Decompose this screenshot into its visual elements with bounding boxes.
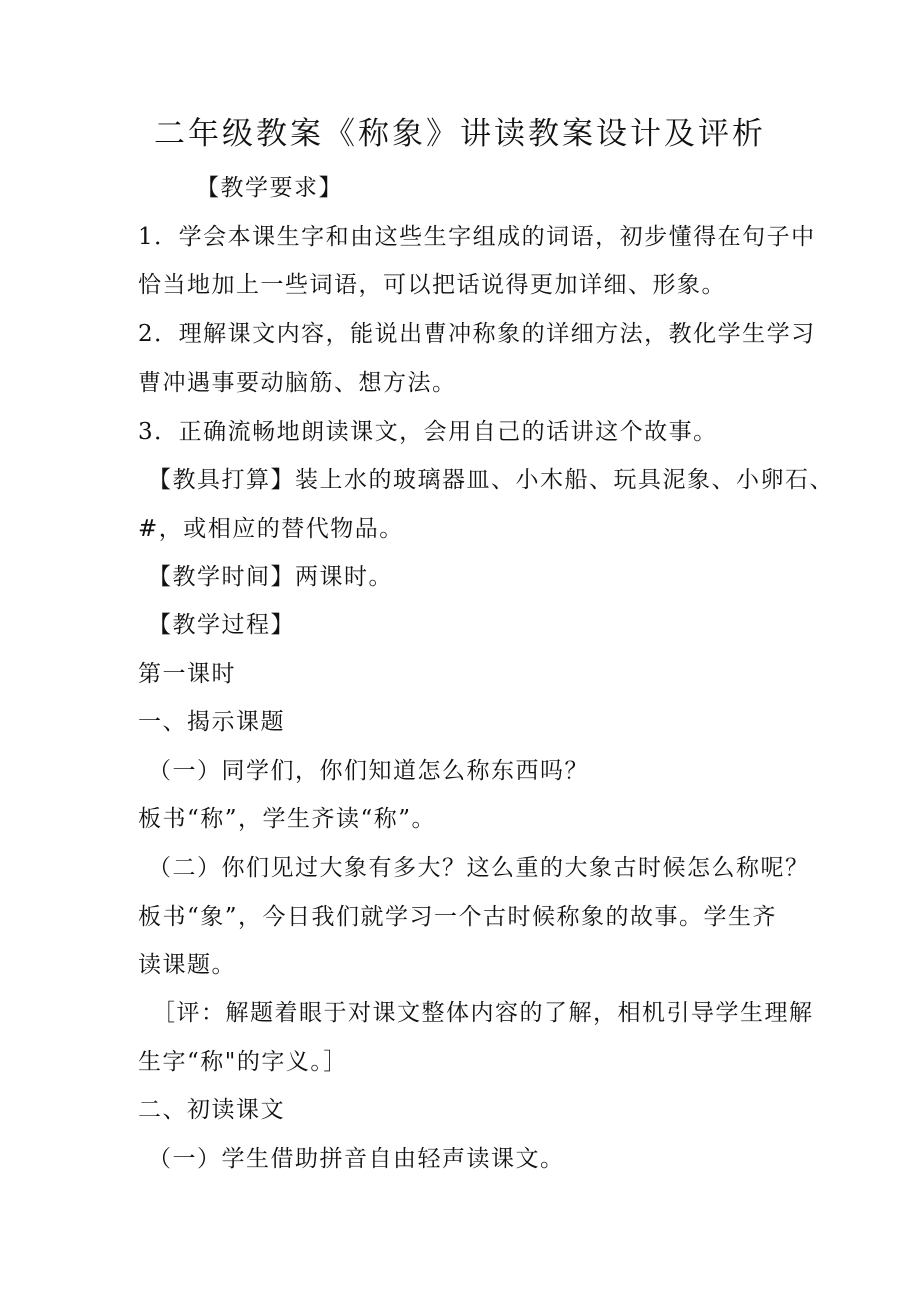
comment-line: 生字“称"的字义。］ [138,1049,348,1075]
document-title: 二年级教案《称象》讲读教案设计及评析 [154,116,766,152]
paragraph-line: 1．学会本课生字和由这些生字组成的词语，初步懂得在句子中 [138,224,816,250]
paragraph-line: #，或相应的替代物品。 [138,516,404,542]
paragraph-line: 曹冲遇事要动脑筋、想方法。 [138,370,457,396]
paragraph-line: （一）同学们，你们知道怎么称东西吗？ [148,758,589,784]
paragraph-line: 读课题。 [138,952,236,978]
lesson-heading: 第一课时 [138,661,236,687]
section-heading-teaching-process: 【教学过程】 [148,612,295,638]
section-teaching-aids: 【教具打算】装上水的玻璃器皿、小木船、玩具泥象、小卵石、 [148,467,834,493]
paragraph-line: （二）你们见过大象有多大？这么重的大象古时候怎么称呢？ [148,855,810,881]
comment-line: ［评：解题着眼于对课文整体内容的了解，相机引导学生理解 [152,1000,814,1026]
section-heading-teaching-requirements: 【教学要求】 [196,175,343,201]
paragraph-line: 3．正确流畅地朗读课文，会用自己的话讲这个故事。 [138,419,718,445]
step-heading: 二、初读课文 [138,1097,285,1123]
paragraph-line: 板书“象”，今日我们就学习一个古时候称象的故事。学生齐 [138,904,778,930]
paragraph-line: （一）学生借助拼音自由轻声读课文。 [148,1146,565,1172]
paragraph-line: 2．理解课文内容，能说出曹冲称象的详细方法，教化学生学习 [138,321,816,347]
section-teaching-time: 【教学时间】两课时。 [148,564,393,590]
paragraph-line: 恰当地加上一些词语，可以把话说得更加详细、形象。 [138,272,726,298]
step-heading: 一、揭示课题 [138,709,285,735]
paragraph-line: 板书“称”，学生齐读“称”。 [138,806,437,832]
